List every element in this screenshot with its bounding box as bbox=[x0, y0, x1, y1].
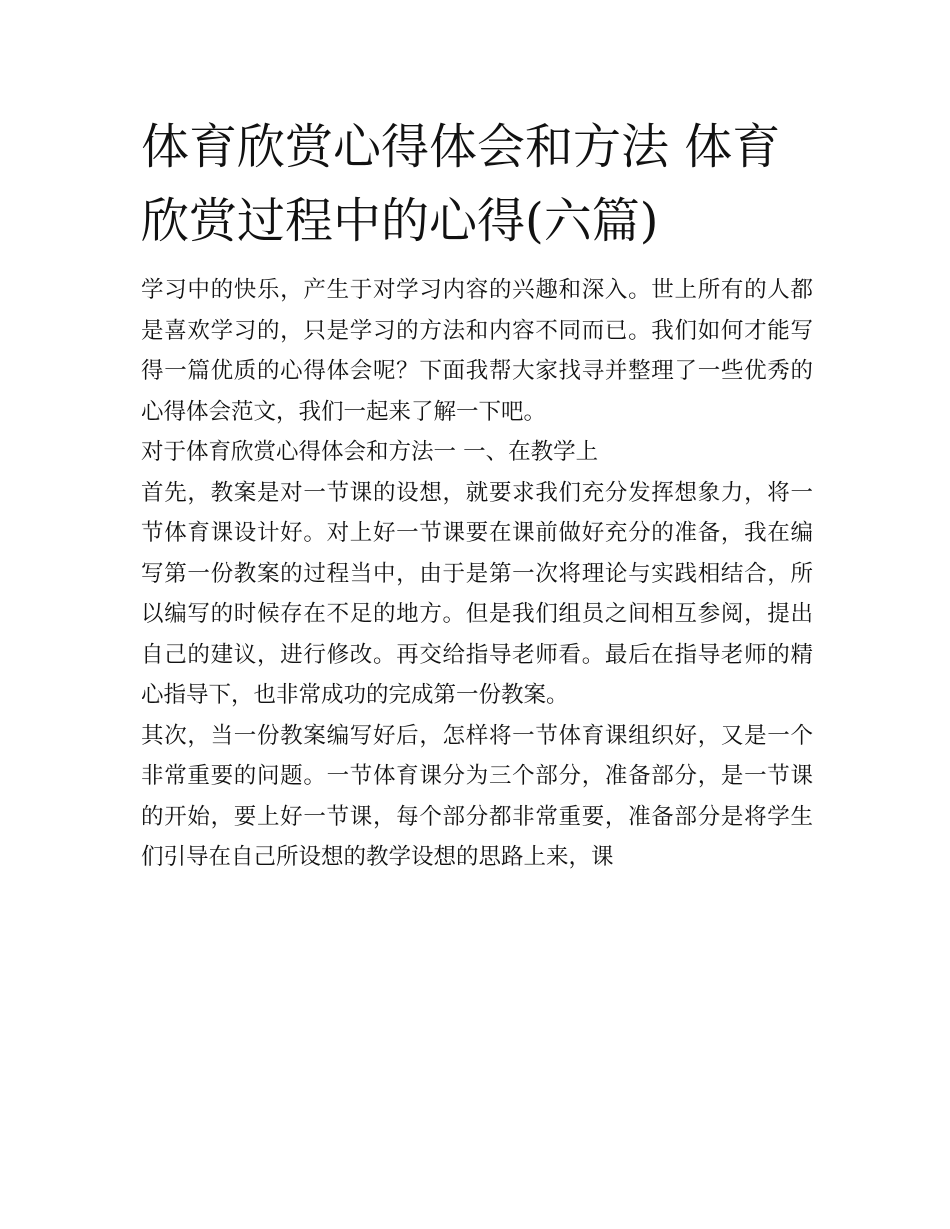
paragraph-lesson-plan: 首先，教案是对一节课的设想，就要求我们充分发挥想象力，将一节体育课设计好。对上好一节课要在课前做好充分的准备，我在编写第一份教案的过程当中，由于是第一次将理论与实践相结合，所以编写的时候存在不足的地方。但是我们组员之间相互参阅，提出自己的建议，进行修改。再交给指导老师看。最后在指导老师的精心指导下，也非常成功的完成第一份教案。 bbox=[141, 479, 813, 708]
paragraph-class-organization: 其次，当一份教案编写好后，怎样将一节体育课组织好，又是一个非常重要的问题。一节体育课分为三个部分，准备部分，是一节课的开始，要上好一节课，每个部分都非常重要，准备部分是将学生们引导在自己所设想的教学设想的思路上来，课 bbox=[141, 722, 813, 870]
document-page bbox=[141, 110, 813, 878]
paragraph-section-heading: 对于体育欣赏心得体会和方法一 一、在教学上 bbox=[141, 439, 599, 465]
paragraph-intro: 学习中的快乐，产生于对学习内容的兴趣和深入。世上所有的人都是喜欢学习的，只是学习的方法和内容不同而已。我们如何才能写得一篇优质的心得体会呢？下面我帮大家找寻并整理了一些优秀的心得体会范文，我们一起来了解一下吧。 bbox=[141, 277, 813, 425]
document-title: 体育欣赏心得体会和方法 体育欣赏过程中的心得(六篇) bbox=[141, 119, 781, 249]
